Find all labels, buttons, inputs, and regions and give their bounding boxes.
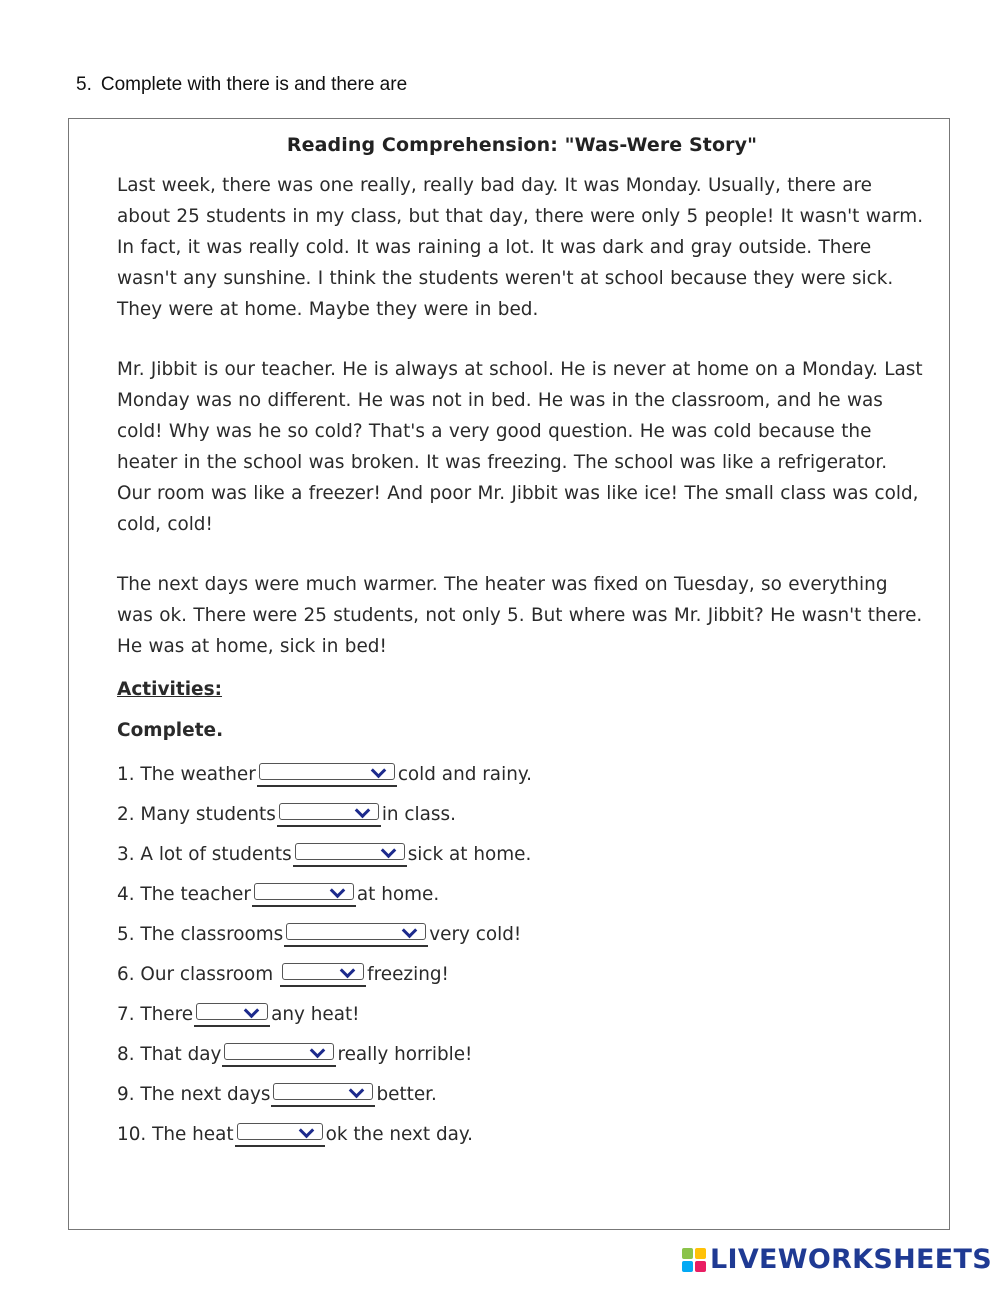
logo-square-icon: [695, 1248, 706, 1259]
exercise-prompt: 7. There: [117, 1004, 194, 1025]
exercise-instruction-text: Complete with there is and there are: [100, 74, 408, 95]
exercise-item: [117, 875, 927, 915]
story-title: Reading Comprehension: "Was-Were Story": [286, 134, 758, 156]
dropdown-box[interactable]: [196, 1003, 268, 1020]
exercise-item: [117, 755, 927, 795]
dropdown-box[interactable]: [224, 1043, 334, 1060]
exercise-item: [117, 835, 927, 875]
answer-dropdown[interactable]: [277, 803, 381, 827]
chevron-down-icon[interactable]: [340, 963, 356, 979]
exercise-prompt: 9. The next days: [117, 1084, 271, 1105]
exercise-continuation: in class.: [381, 804, 456, 825]
chevron-down-icon[interactable]: [371, 763, 387, 779]
chevron-down-icon[interactable]: [310, 1043, 326, 1059]
exercise-item: [117, 795, 927, 835]
exercise-continuation: really horrible!: [337, 1044, 473, 1065]
exercise-item: [117, 915, 927, 955]
answer-dropdown[interactable]: [271, 1083, 375, 1107]
exercise-continuation: at home.: [356, 884, 440, 905]
exercise-prompt: 5. The classrooms: [117, 924, 284, 945]
exercise-continuation: very cold!: [429, 924, 522, 945]
exercise-prompt: 10. The heat: [117, 1124, 234, 1145]
exercise-item: [117, 995, 927, 1035]
dropdown-box[interactable]: [295, 843, 405, 860]
answer-dropdown[interactable]: [194, 1003, 270, 1027]
chevron-down-icon[interactable]: [402, 923, 418, 939]
chevron-down-icon[interactable]: [298, 1123, 314, 1139]
answer-dropdown[interactable]: [252, 883, 356, 907]
dropdown-box[interactable]: [282, 963, 364, 980]
liveworksheets-brand[interactable]: [682, 1244, 992, 1275]
dropdown-box[interactable]: [273, 1083, 373, 1100]
answer-dropdown[interactable]: [280, 963, 366, 987]
exercise-prompt: 3. A lot of students: [117, 844, 292, 865]
dropdown-box[interactable]: [279, 803, 379, 820]
answer-dropdown[interactable]: [257, 763, 397, 787]
logo-square-icon: [695, 1261, 706, 1272]
dropdown-box[interactable]: [286, 923, 426, 940]
exercise-continuation: sick at home.: [407, 844, 532, 865]
answer-dropdown[interactable]: [222, 1043, 336, 1067]
exercise-prompt: 1. The weather: [117, 764, 256, 785]
answer-dropdown[interactable]: [293, 843, 407, 867]
exercise-instruction: [76, 74, 407, 96]
exercise-prompt: 8. That day: [117, 1044, 222, 1065]
exercise-item: [117, 955, 927, 995]
exercise-number: 5.: [76, 74, 92, 95]
answer-dropdown[interactable]: [284, 923, 428, 947]
dropdown-box[interactable]: [237, 1123, 323, 1140]
exercise-continuation: freezing!: [367, 964, 449, 985]
exercise-continuation: better.: [376, 1084, 437, 1105]
exercise-prompt: 6. Our classroom: [117, 964, 274, 985]
chevron-down-icon[interactable]: [349, 1083, 365, 1099]
answer-dropdown[interactable]: [235, 1123, 325, 1147]
brand-name: LIVEWORKSHEETS: [709, 1244, 992, 1275]
story-paragraph-1: Last week, there was one really, really bad day. It was Monday. Usually, there are about 25 students in my class, but that day, there were only 5 people! It wasn't warm. In fact, it was really cold. It was raining a lot. It was dark and gray outside. There wasn't any sunshine. I think the students weren't at school because they were sick. They were at home. Maybe they were in bed.: [117, 175, 924, 320]
story-paragraph-3: The next days were much warmer. The heater was fixed on Tuesday, so everything was ok. There were 25 students, not only 5. But where was Mr. Jibbit? He wasn't there. He was at home, sick in bed!: [117, 574, 923, 657]
exercise-continuation: cold and rainy.: [397, 764, 532, 785]
dropdown-box[interactable]: [254, 883, 354, 900]
chevron-down-icon[interactable]: [330, 883, 346, 899]
exercise-item: [117, 1075, 927, 1115]
dropdown-box[interactable]: [259, 763, 395, 780]
exercise-continuation: any heat!: [271, 1004, 360, 1025]
liveworksheets-logo-icon: [682, 1248, 706, 1272]
chevron-down-icon[interactable]: [380, 843, 396, 859]
chevron-down-icon[interactable]: [355, 803, 371, 819]
exercise-item: [117, 1035, 927, 1075]
exercise-continuation: ok the next day.: [325, 1124, 474, 1145]
story-paragraph-2: Mr. Jibbit is our teacher. He is always at school. He is never at home on a Monday. Last Monday was no different. He was not in bed. He was in the classroom, and he was cold! Why was he so cold? That's a very good question. He was cold because the heater in the school was broken. It was freezing. The school was like a refrigerator. Our room was like a freezer! And poor Mr. Jibbit was like ice! The small class was cold, cold, cold!: [117, 359, 923, 535]
logo-square-icon: [682, 1261, 693, 1272]
worksheet-content: [117, 134, 927, 1155]
chevron-down-icon[interactable]: [244, 1003, 260, 1019]
logo-square-icon: [682, 1248, 693, 1259]
exercise-prompt: 2. Many students: [117, 804, 276, 825]
exercise-prompt: 4. The teacher: [117, 884, 251, 905]
activities-heading: Activities:: [117, 679, 223, 700]
exercise-item: [117, 1115, 927, 1155]
exercise-list: [117, 755, 927, 1155]
complete-heading: Complete.: [117, 720, 224, 741]
